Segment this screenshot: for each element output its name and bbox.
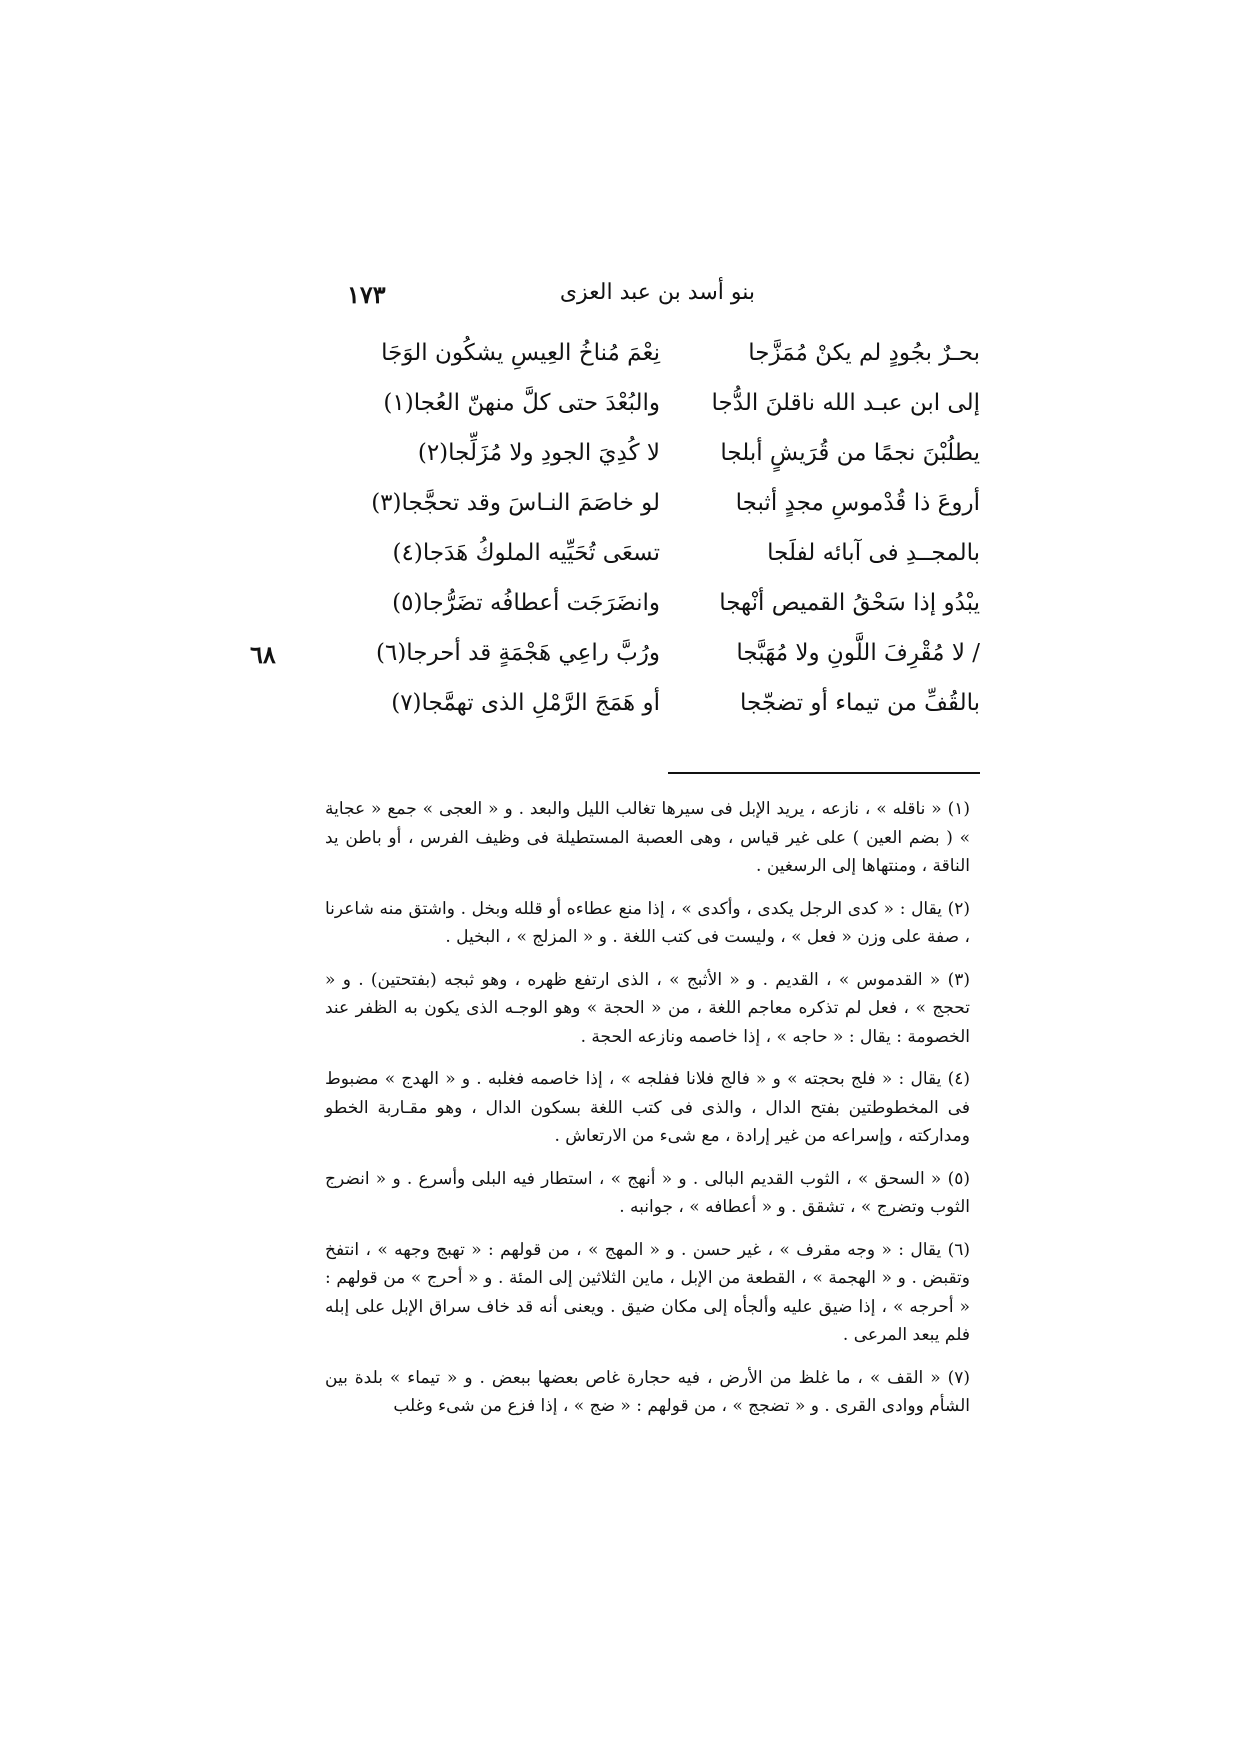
verse-second-hemistich: والبُعْدَ حتى كلَّ منهنّ العُجا(١) (383, 390, 660, 416)
footnote: (٤) يقال : « فلج بحجته » و « فالج فلانا ففلجه » ، إذا خاصمه فغلبه . و « الهدج » مضبوط فى المخطوطتين بفتح الدال ، والذى فى كتب اللغة بسكون الدال ، وهو مقـاربة الخطو ومداركته ، وإسراعه من غير إرادة ، مع شىء من الارتعاش . (325, 1069, 970, 1146)
running-title: بنو أسد بن عبد العزى (559, 280, 755, 305)
verse-second-hemistich: وانضَرَجَت أعطافُه تضَرُّجا(٥) (392, 590, 660, 616)
poem (340, 340, 980, 740)
footnote: (٣) « القدموس » ، القديم . و « الأثبج » ، الذى ارتفع ظهره ، وهو ثبجه (بفتحتين) . و « تحجج » ، فعل لم تذكره معاجم اللغة ، من « الحجة » وهو الوجـه الذى يكون به الظفر عند الخصومة : يقال : « حاجه » ، إذا خاصمه ونازعه الحجة . (325, 969, 970, 1047)
verse-first-hemistich: بالمجــدِ فى آبائه لفلَجا (767, 540, 980, 566)
verse (340, 490, 980, 540)
verse-second-hemistich: ورُبَّ راعِي هَجْمَةٍ قد أحرجا(٦) (375, 640, 660, 666)
footnote: (٦) يقال : « وجه مقرف » ، غير حسن . و « المهج » ، من قولهم : « تهبج وجهه » ، انتفخ وتقبض . و « الهجمة » ، القطعة من الإبل ، ماين الثلاثين إلى المئة . و « أحرج » من قولهم : « أحرجه » ، إذا ضيق عليه وألجأه إلى مكان ضيق . ويعنى أنه قد خاف سراق الإبل على إبله فلم يبعد المرعى . (325, 1239, 970, 1345)
page-header (335, 280, 755, 320)
verse-second-hemistich: لو خاصَمَ النـاسَ وقد تحجَّجا(٣) (371, 490, 660, 516)
verse-first-hemistich: بحـرٌ بجُودٍ لم يكنْ مُمَزَّجا (748, 340, 980, 366)
verse-second-hemistich: نِعْمَ مُناخُ العِيسِ يشكُون الوَجَا (381, 340, 660, 366)
verse-first-hemistich: يبْدُو إذا سَحْقُ القميص أنْهجا (719, 590, 980, 616)
verse (340, 590, 980, 640)
footnote: (١) « ناقله » ، نازعه ، يريد الإبل فى سيرها تغالب الليل والبعد . و « العجى » جمع « عجاية » ( بضم العين ) على غير قياس ، وهى العصبة المستطيلة فى وظيف الفرس ، أو باطن يد الناقة ، ومنتهاها إلى الرسغين . (325, 799, 970, 876)
verse (340, 690, 980, 740)
verse (340, 640, 980, 690)
verse (340, 440, 980, 490)
verse-first-hemistich: أروعَ ذا قُدْموسِ مجدٍ أثبجا (735, 490, 980, 516)
verse-second-hemistich: لا كُدِيَ الجودِ ولا مُزَلِّجا(٢) (417, 440, 660, 466)
verse-first-hemistich: بالقُفِّ من تيماء أو تضجّجا (740, 690, 980, 716)
verse-second-hemistich: تسعَى تُحَيِّيه الملوكُ هَدَجا(٤) (392, 540, 660, 566)
footnote-divider (668, 772, 980, 774)
footnote: (٥) « السحق » ، الثوب القديم البالى . و « أنهج » ، استطار فيه البلى وأسرع . و « انضرج الثوب وتضرج » ، تشقق . و « أعطافه » ، جوانبه . (325, 1168, 970, 1217)
page-number: ١٧٣ (347, 280, 386, 309)
footnotes (325, 795, 970, 1495)
verse-first-hemistich: يطلُبْنَ نجمًا من قُرَيشٍ أبلجا (720, 440, 980, 466)
verse (340, 390, 980, 440)
verse-first-hemistich: إلى ابن عبـد الله ناقلنَ الدُّجا (711, 390, 980, 416)
margin-page-reference: ٦٨ (250, 640, 276, 669)
verse (340, 540, 980, 590)
footnote: (٢) يقال : « كدى الرجل يكدى ، وأكدى » ، إذا منع عطاءه أو قلله وبخل . واشتق منه شاعرنا ، صفة على وزن « فعل » ، وليست فى كتب اللغة . و « المزلج » ، البخيل . (325, 898, 970, 947)
verse-second-hemistich: أو هَمَجَ الرَّمْلِ الذى تهمَّجا(٧) (391, 690, 660, 716)
footnote: (٧) « القف » ، ما غلظ من الأرض ، فيه حجارة غاص بعضها ببعض . و « تيماء » بلدة بين الشأم ووادى القرى . و « تضجج » ، من قولهم : « ضج » ، إذا فزع من شىء وغلب (325, 1367, 970, 1416)
verse-first-hemistich: / لا مُقْرِفَ اللَّونِ ولا مُهَبَّجا (736, 640, 980, 666)
verse (340, 340, 980, 390)
